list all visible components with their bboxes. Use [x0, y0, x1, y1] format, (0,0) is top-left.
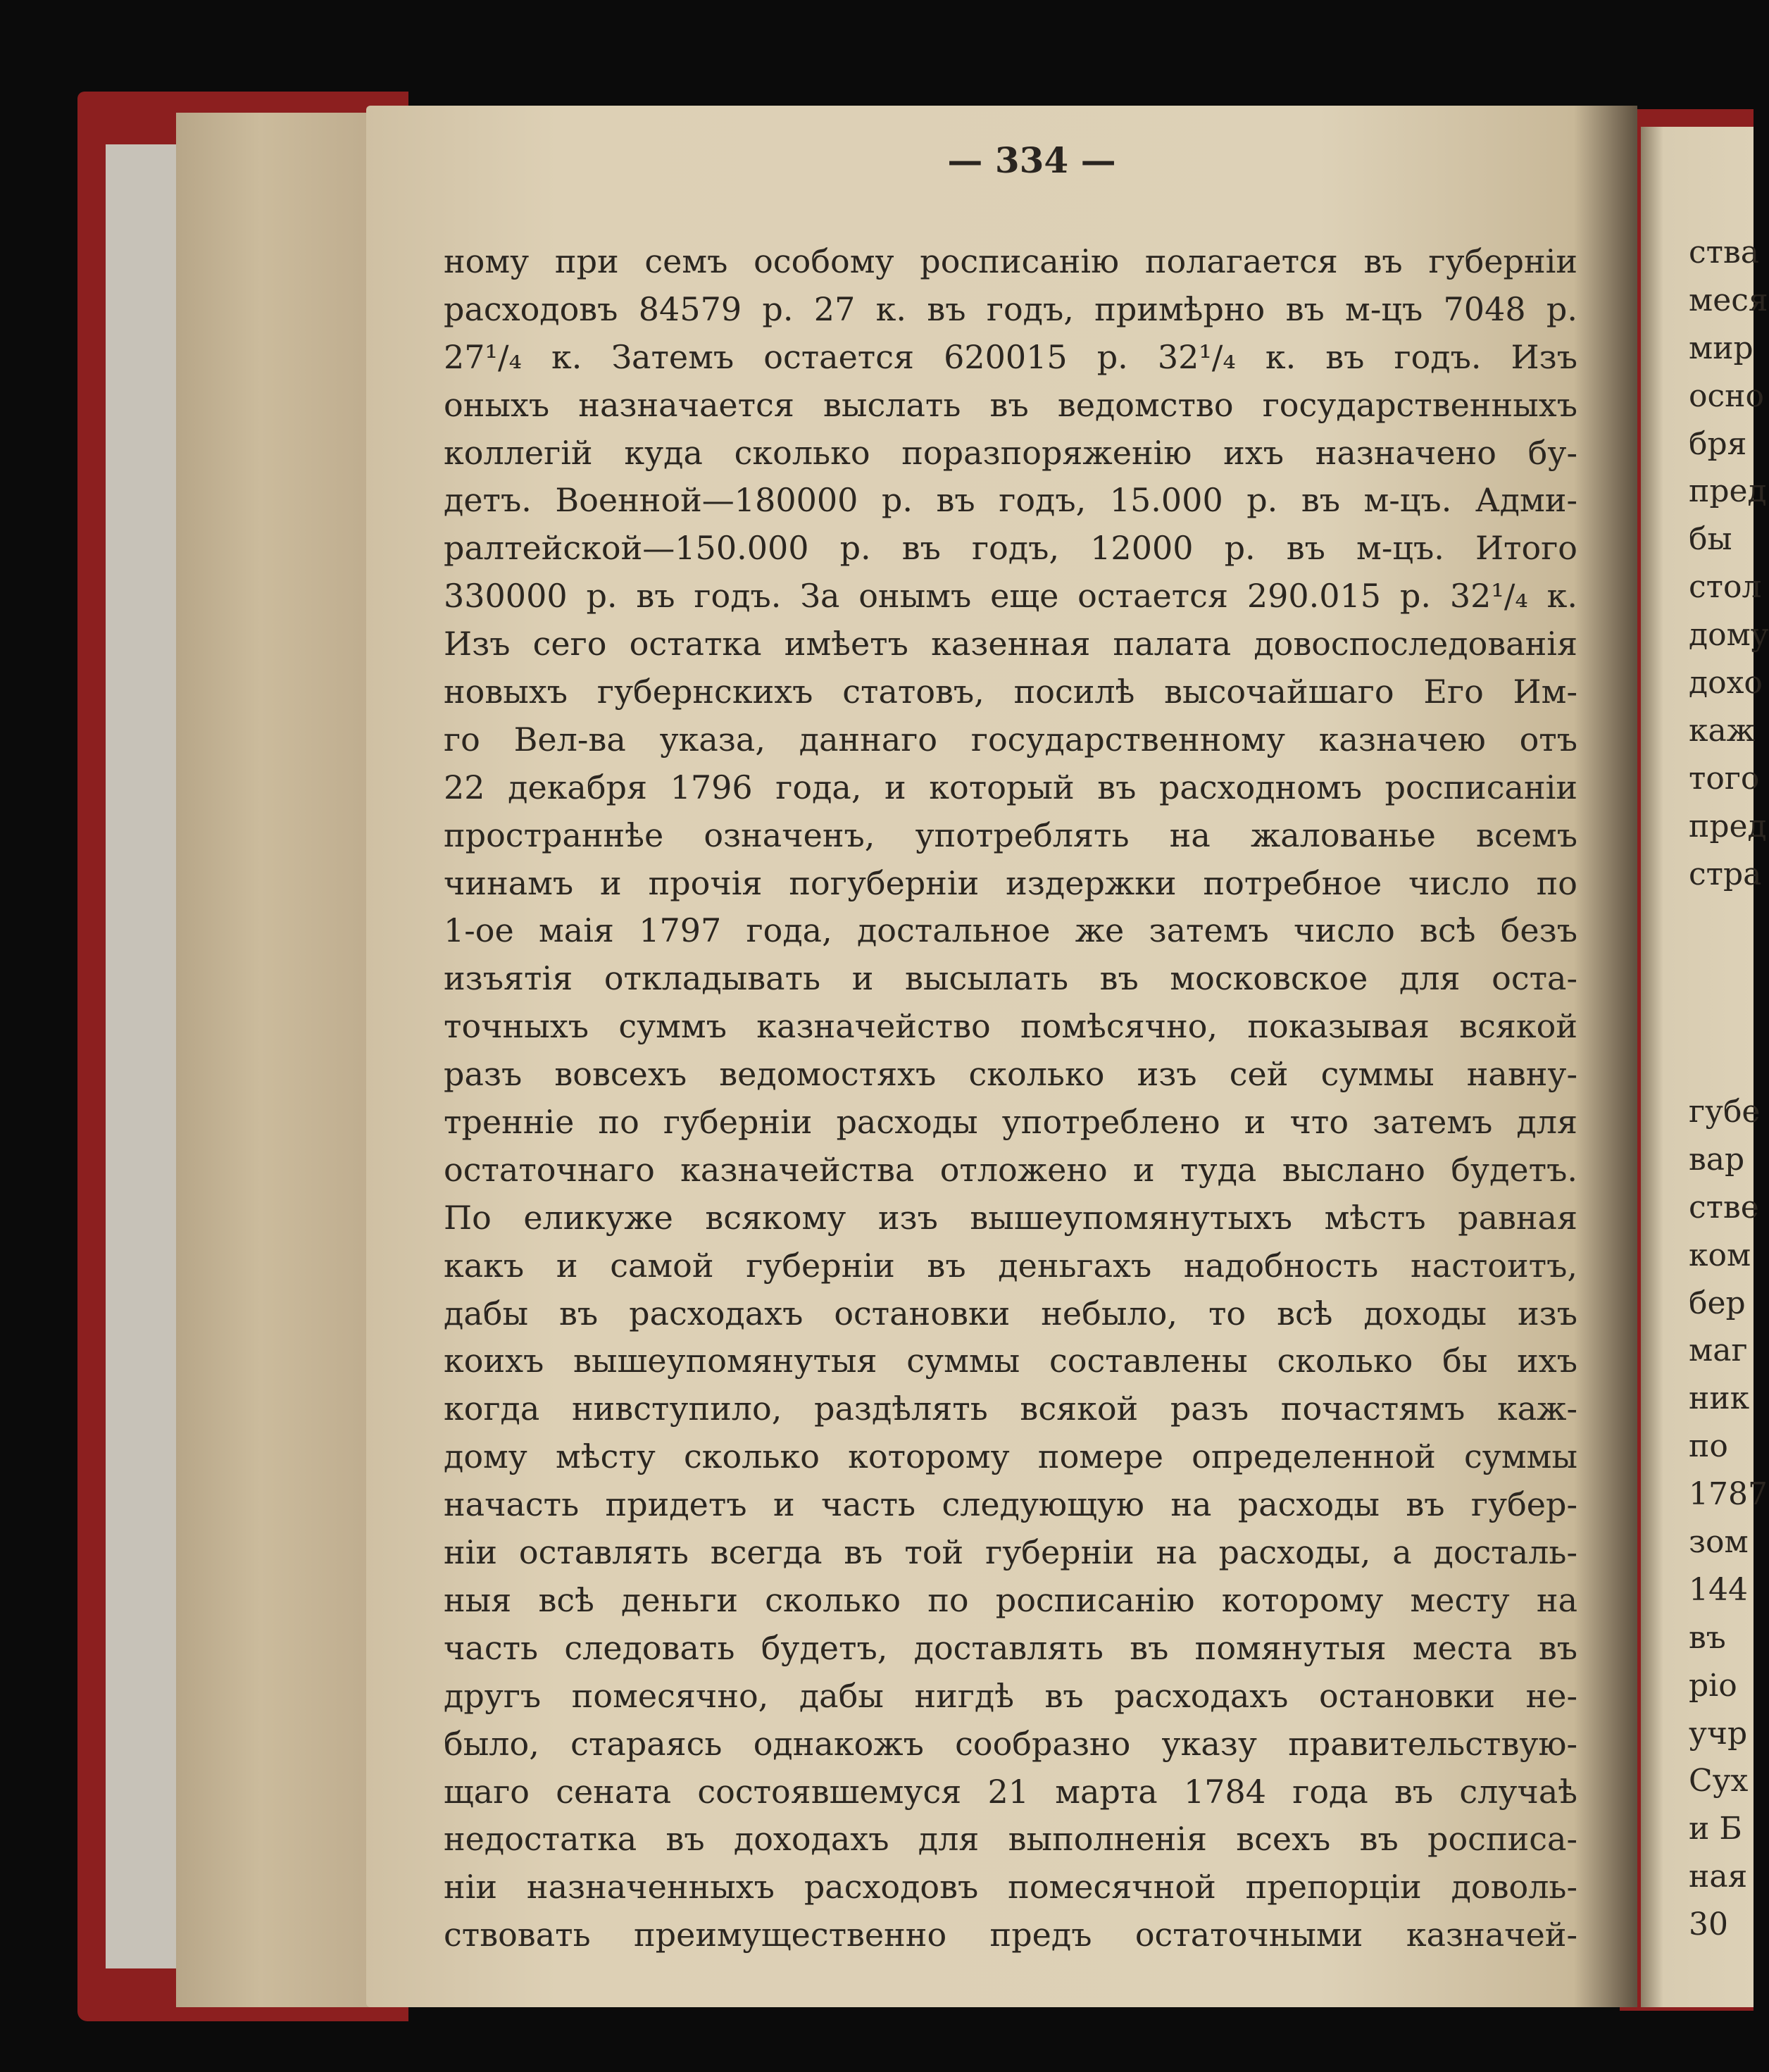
- text-line: когда нивступило, раздѣлять всякой разъ почастямъ каж-: [444, 1390, 1577, 1428]
- text-line: 27¹/₄ к. Затемъ остается 620015 р. 32¹/₄ к. въ годъ. Изъ: [444, 337, 1577, 376]
- text-line: коихъ вышеупомянутыя суммы составлены сколько бы ихъ: [444, 1342, 1577, 1380]
- text-line: По еликуже всякому изъ вышеупомянутыхъ мѣстъ равная: [444, 1198, 1577, 1237]
- text-line: 22 декабря 1796 года, и который въ расходномъ росписаніи: [444, 768, 1577, 806]
- fragment-line: бря: [1689, 425, 1747, 462]
- fragment-line: ная: [1689, 1859, 1748, 1895]
- text-line: ніи оставлять всегда въ той губерніи на расходы, а досталь-: [444, 1533, 1577, 1572]
- fragment-line: 144: [1689, 1571, 1748, 1608]
- fragment-line: мир: [1689, 330, 1754, 366]
- fragment-line: по: [1689, 1428, 1728, 1465]
- fragment-line: и Б: [1689, 1811, 1742, 1847]
- fragment-line: учр: [1689, 1715, 1748, 1752]
- text-line: щаго сената состоявшемуся 21 марта 1784 года въ случаѣ: [444, 1772, 1577, 1811]
- text-line: 1-ое маія 1797 года, достальное же затемъ число всѣ безъ: [444, 911, 1577, 950]
- text-line: другъ помесячно, дабы нигдѣ въ расходахъ остановки не-: [444, 1676, 1577, 1715]
- fragment-line: осно: [1689, 377, 1764, 414]
- right-page-fragments-top: [1689, 229, 1769, 898]
- fragment-line: пред: [1689, 808, 1767, 844]
- text-line: изъятія откладывать и высылать въ московское для оста-: [444, 959, 1577, 998]
- text-line: недостатка въ доходахъ для выполненія всехъ въ росписа-: [444, 1820, 1577, 1859]
- fragment-line: того: [1689, 760, 1760, 797]
- fragment-line: губе: [1689, 1094, 1761, 1130]
- fragment-line: стол: [1689, 569, 1762, 606]
- text-line: какъ и самой губерніи въ деньгахъ надобность настоитъ,: [444, 1246, 1577, 1285]
- text-line: было, стараясь однакожъ сообразно указу правительствую-: [444, 1724, 1577, 1763]
- right-page-fragments-bottom: [1689, 1088, 1768, 1949]
- fragment-line: стве: [1689, 1189, 1759, 1225]
- fragment-line: въ: [1689, 1619, 1726, 1656]
- text-line: новыхъ губернскихъ статовъ, посилѣ высочайшаго Его Им-: [444, 673, 1577, 711]
- text-line: расходовъ 84579 р. 27 к. въ годъ, примѣрно въ м-цъ 7048 р.: [444, 289, 1577, 328]
- fragment-line: маг: [1689, 1333, 1748, 1369]
- fragment-line: вар: [1689, 1141, 1745, 1178]
- text-line: ныя всѣ деньги сколько по росписанію которому месту на: [444, 1580, 1577, 1619]
- text-line: остаточнаго казначейства отложено и туда выслано будетъ.: [444, 1150, 1577, 1189]
- text-line: ралтейской—150.000 р. въ годъ, 12000 р. въ м-цъ. Итого: [444, 529, 1577, 568]
- text-line: ніи назначенныхъ расходовъ помесячной препорціи доволь-: [444, 1868, 1577, 1906]
- page-edge: [106, 144, 176, 1968]
- text-line: тренніе по губерніи расходы употреблено и что затемъ для: [444, 1103, 1577, 1142]
- fragment-line: стра: [1689, 856, 1762, 892]
- fragment-line: ства: [1689, 235, 1759, 270]
- text-line: ному при семъ особому росписанію полагается въ губерніи: [444, 242, 1577, 280]
- fragment-line: бы: [1689, 521, 1732, 558]
- fragment-line: ріо: [1689, 1667, 1737, 1704]
- text-line: Изъ сего остатка имѣетъ казенная палата довоспоследованія: [444, 625, 1577, 663]
- fragment-line: бер: [1689, 1285, 1746, 1321]
- fragment-line: Сух: [1689, 1763, 1749, 1799]
- text-line: ствовать преимущественно предъ остаточными казначей-: [444, 1916, 1577, 1954]
- fragment-line: ком: [1689, 1237, 1751, 1273]
- fragment-line: зом: [1689, 1524, 1749, 1561]
- text-line: пространнѣе означенъ, употреблять на жалованье всемъ: [444, 816, 1577, 854]
- text-line: го Вел-ва указа, даннаго государственному казначею отъ: [444, 720, 1577, 759]
- text-line: дому мѣсту сколько которому помере определенной суммы: [444, 1437, 1577, 1476]
- fragment-line: ник: [1689, 1380, 1750, 1417]
- text-line: чинамъ и прочія погуберніи издержки потребное число по: [444, 863, 1577, 902]
- text-line: детъ. Военной—180000 р. въ годъ, 15.000 р. въ м-цъ. Адми-: [444, 481, 1577, 520]
- text-line: коллегій куда сколько поразпоряженію ихъ назначено бу-: [444, 433, 1577, 472]
- fragment-line: каж: [1689, 712, 1756, 749]
- text-line: дабы въ расходахъ остановки небыло, то всѣ доходы изъ: [444, 1294, 1577, 1333]
- fragment-line: пред: [1689, 473, 1767, 510]
- text-line: оныхъ назначается выслать въ ведомство государственныхъ: [444, 385, 1577, 424]
- fragment-line: 1787: [1689, 1476, 1768, 1513]
- fragment-line: дому: [1689, 617, 1769, 654]
- text-line: начасть придетъ и часть следующую на расходы въ губер-: [444, 1485, 1577, 1524]
- body-text: [444, 238, 1577, 1959]
- text-line: точныхъ суммъ казначейство помѣсячно, показывая всякой: [444, 1007, 1577, 1046]
- text-line: 330000 р. въ годъ. За онымъ еще остается 290.015 р. 32¹/₄ к.: [444, 577, 1577, 616]
- fragment-line: 30: [1689, 1906, 1728, 1943]
- fragment-line: меся: [1689, 282, 1768, 318]
- fragment-line: дохо: [1689, 665, 1763, 701]
- page-stack: [176, 113, 387, 2007]
- page-number: — 334 —: [947, 139, 1116, 181]
- text-line: часть следовать будетъ, доставлять въ помянутыя места въ: [444, 1628, 1577, 1667]
- text-line: разъ вовсехъ ведомостяхъ сколько изъ сей суммы навну-: [444, 1055, 1577, 1094]
